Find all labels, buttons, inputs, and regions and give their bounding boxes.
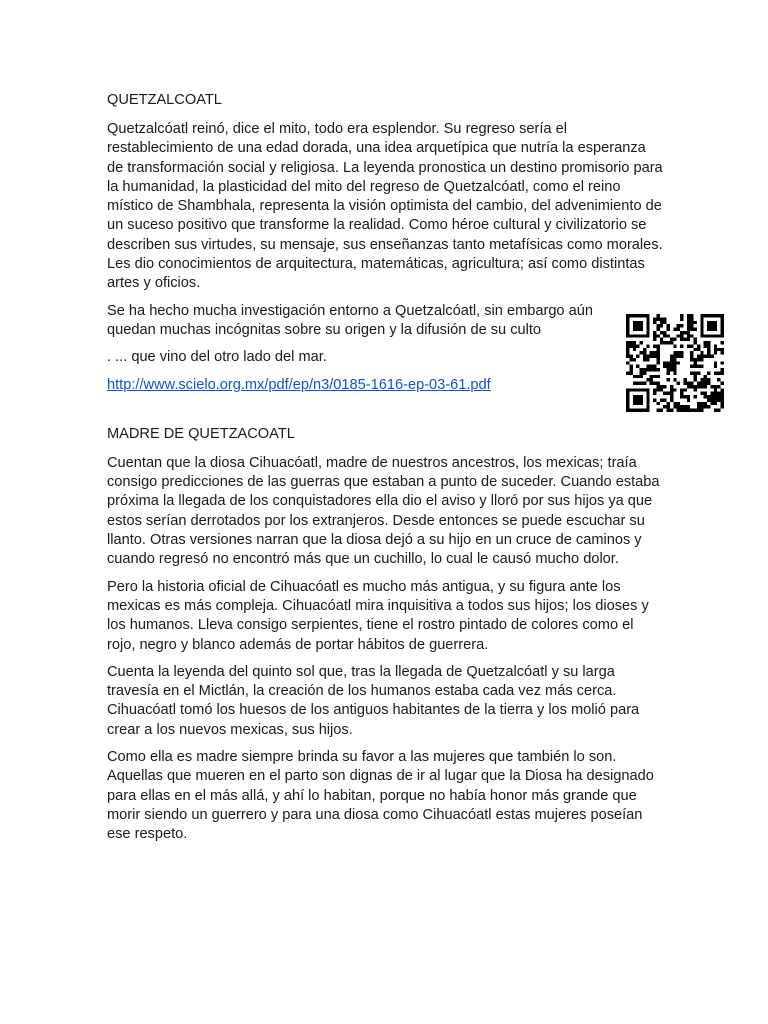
scielo-pdf-link[interactable]: http://www.scielo.org.mx/pdf/ep/n3/0185-1616-ep-03-61.pdf (107, 376, 491, 393)
section-spacer (107, 403, 663, 425)
paragraph-madre-1: Cuentan que la diosa Cihuacóatl, madre de nuestros ancestros, los mexicas; traía consigo predicciones de las guerras que estaban a punto de suceder. Cuando estaba próxima la llegada de los conquistadores ella dio el aviso y lloró por sus hijos ya que estos serían derrotados por los extranjeros. Desde entonces se puede escuchar su llanto. Otras versiones narran que la diosa dejó a su hijo en un cruce de caminos y cuando regresó no encontró más que un cuchillo, lo cual le causó mucho dolor. (107, 454, 660, 568)
paragraph-quetzalcoatl-research: Se ha hecho mucha investigación entorno a Quetzalcóatl, sin embargo aún quedan muchas incógnitas sobre su origen y la difusión de su culto (107, 302, 593, 338)
paragraph-madre-4: Como ella es madre siempre brinda su favor a las mujeres que también lo son. Aquellas que mueren en el parto son dignas de ir al lugar que la Diosa ha designado para ellas en el más allá, y ahí lo habitan, porque no había honor más grande que morir siendo un guerrero y para una diosa como Cihuacóatl estas mujeres poseían ese respeto. (107, 749, 654, 843)
document-page (107, 91, 663, 853)
section-title-madre: MADRE DE QUETZACOATL (107, 425, 295, 442)
paragraph-madre-2: Pero la historia oficial de Cihuacóatl es mucho más antigua, y su figura ante los mexicas es más compleja. Cihuacóatl mira inquisitiva a todos sus hijos; los dioses y los humanos. Lleva consigo serpientes, tiene el rostro pintado de colores como el rojo, negro y blanco además de portar hábitos de guerrera. (107, 578, 649, 653)
paragraph-quetzalcoatl-intro: Quetzalcóatl reinó, dice el mito, todo era esplendor. Su regreso sería el restablecimiento de una edad dorada, una idea arquetípica que nutría la esperanza de transformación social y religiosa. La leyenda pronostica un destino promisorio para la humanidad, la plasticidad del mito del regreso de Quetzalcóatl, como el reino místico de Shambhala, representa la visión optimista del cambio, del advenimiento de un suceso positivo que transforme la realidad. Como héroe cultural y civilizatorio se describen sus virtudes, su mensaje, sus enseñanzas tanto metafísicas como morales. Les dio conocimientos de arquitectura, matemáticas, agricultura; así como distintas artes y oficios. (107, 121, 663, 292)
paragraph-madre-3: Cuenta la leyenda del quinto sol que, tras la llegada de Quetzalcóatl y su larga travesía en el Mictlán, la creación de los humanos estaba cada vez más cerca. Cihuacóatl tomó los huesos de los antiguos habitantes de la tierra y los molió para crear a los nuevos mexicas, sus hijos. (107, 663, 640, 738)
section-title-quetzalcoatl: QUETZALCOATL (107, 92, 222, 108)
qr-code-icon[interactable] (626, 314, 724, 412)
paragraph-quetzalcoatl-sea: . ... que vino del otro lado del mar. (107, 349, 327, 366)
